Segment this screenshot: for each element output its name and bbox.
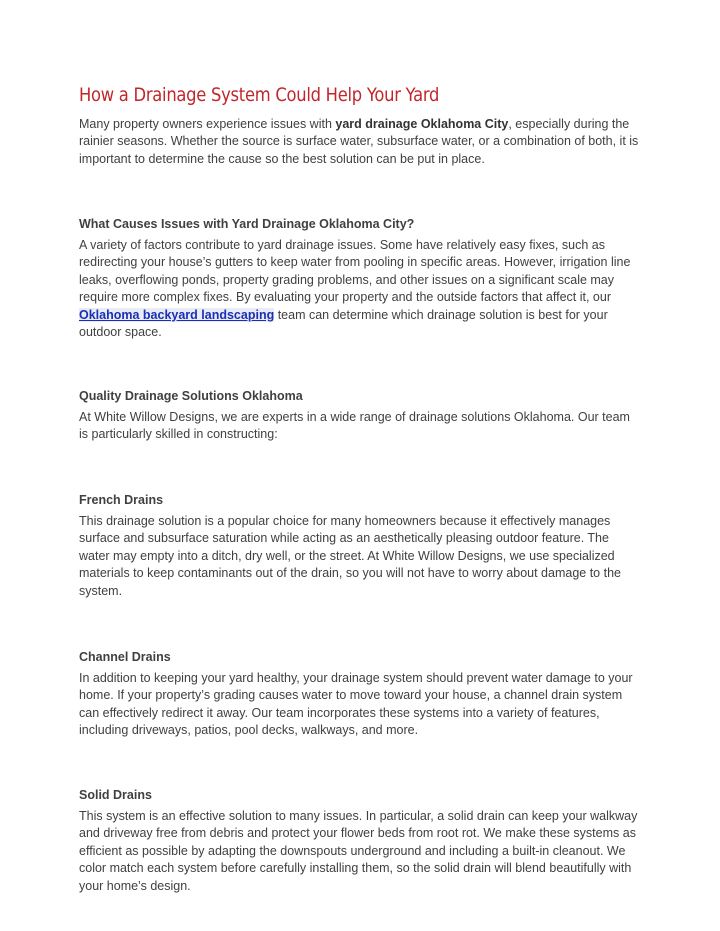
french-drains-section [79,492,639,600]
causes-text-before: A variety of factors contribute to yard drainage issues. Some have relatively easy fixes, such as redirecting your house’s gutters to keep water from pooling in specific areas. However, irrigation line leaks, overflowing ponds, property grading problems, and other issues on a significant scale may require more complex fixes. By evaluating your property and the outside factors that affect it, our [79,238,631,305]
intro-bold-keyword: yard drainage Oklahoma City [335,117,509,131]
solid-drains-heading: Solid Drains [79,788,152,802]
causes-heading: What Causes Issues with Yard Drainage Oklahoma City? [79,217,415,231]
intro-text-after: , especially during the rainier seasons. Whether the source is surface water, subsurface water, or a combination of both, it is important to determine the cause so the best solution can be put in place. [79,117,639,166]
solid-drains-section [79,787,639,895]
quality-section [79,388,639,444]
causes-section [79,216,639,341]
channel-drains-section [79,649,639,740]
intro-paragraph [79,116,639,168]
french-drains-heading: French Drains [79,493,164,507]
quality-heading: Quality Drainage Solutions Oklahoma [79,389,303,403]
quality-paragraph: At White Willow Designs, we are experts in a wide range of drainage solutions Oklahoma. Our team is particularly skilled in constructing: [79,410,630,442]
channel-drains-paragraph: In addition to keeping your yard healthy, your drainage system should prevent water damage to your home. If your property’s grading causes water to move toward your house, a channel drain system can effectively redirect it away. Our team incorporates these systems into a variety of features, including driveways, patios, pool decks, walkways, and more. [79,671,633,738]
page-title: How a Drainage System Could Help Your Yard [79,84,440,106]
intro-text-before: Many property owners experience issues with [79,117,336,131]
causes-paragraph [79,237,639,341]
solid-drains-paragraph: This system is an effective solution to many issues. In particular, a solid drain can keep your walkway and driveway free from debris and protect your flower beds from root rot. We make these systems as efficient as possible by adapting the downspouts underground and including a built-in cleanout. We color match each system before carefully installing them, so the solid drain will blend beautifully with your home’s design. [79,809,638,893]
intro-section [79,116,639,168]
channel-drains-heading: Channel Drains [79,650,171,664]
causes-text-after: team can determine which drainage solution is best for your outdoor space. [79,307,608,340]
landscaping-link[interactable]: Oklahoma backyard landscaping [79,307,275,322]
french-drains-paragraph: This drainage solution is a popular choice for many homeowners because it effectively manages surface and subsurface saturation while acting as an aesthetically pleasing outdoor feature. The water may empty into a ditch, dry well, or the street. At White Willow Designs, we use specialized materials to keep contaminants out of the drain, so you will not have to worry about damage to the system. [79,514,621,598]
